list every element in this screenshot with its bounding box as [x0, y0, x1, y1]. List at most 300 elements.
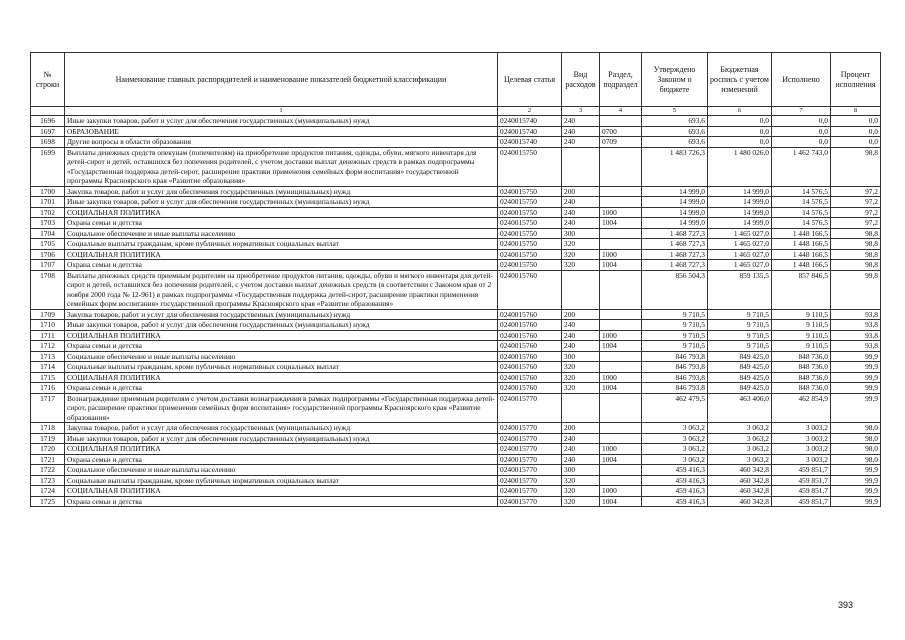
cell-name: СОЦИАЛЬНАЯ ПОЛИТИКА — [65, 249, 498, 260]
cell-name: Социальное обеспечение и иные выплаты населению — [65, 351, 498, 362]
cell-planned: 14 999,0 — [708, 218, 772, 229]
table-row — [31, 444, 881, 455]
page-number: 393 — [838, 600, 854, 610]
table-row — [31, 465, 881, 476]
cell-expense-type: 240 — [562, 341, 600, 352]
cell-expense-type: 320 — [562, 260, 600, 271]
column-number: 2 — [498, 107, 562, 116]
cell-planned: 463 406,0 — [708, 393, 772, 423]
column-number: 3 — [562, 107, 600, 116]
cell-executed: 14 576,5 — [772, 197, 831, 208]
cell-percent: 97,2 — [831, 186, 881, 197]
cell-planned: 14 999,0 — [708, 207, 772, 218]
table-row — [31, 207, 881, 218]
table-row — [31, 362, 881, 373]
cell-section: 1004 — [600, 341, 642, 352]
cell-target-article: 0240015760 — [498, 270, 562, 309]
cell-approved: 3 063,2 — [642, 433, 708, 444]
cell-planned: 0,0 — [708, 126, 772, 137]
cell-expense-type: 240 — [562, 137, 600, 148]
cell-executed: 1 448 166,5 — [772, 228, 831, 239]
cell-target-article: 0240015770 — [498, 454, 562, 465]
column-number — [31, 107, 65, 116]
cell-planned: 849 425,0 — [708, 372, 772, 383]
cell-expense-type: 200 — [562, 423, 600, 434]
cell-percent: 99,9 — [831, 475, 881, 486]
cell-name: Закупка товаров, работ и услуг для обеспечения государственных (муниципальных) нужд — [65, 423, 498, 434]
cell-approved: 459 416,3 — [642, 486, 708, 497]
cell-percent: 99,9 — [831, 351, 881, 362]
cell-row-number: 1696 — [31, 116, 65, 127]
header-executed: Исполнено — [772, 53, 831, 107]
cell-target-article: 0240015760 — [498, 372, 562, 383]
cell-expense-type: 240 — [562, 454, 600, 465]
header-num: № строки — [31, 53, 65, 107]
cell-name: Охрана семьи и детства — [65, 496, 498, 507]
cell-row-number: 1698 — [31, 137, 65, 148]
cell-target-article: 0240015750 — [498, 228, 562, 239]
cell-expense-type: 320 — [562, 362, 600, 373]
cell-planned: 460 342,8 — [708, 496, 772, 507]
cell-percent: 99,8 — [831, 270, 881, 309]
cell-name: Закупка товаров, работ и услуг для обеспечения государственных (муниципальных) нужд — [65, 186, 498, 197]
table-row — [31, 249, 881, 260]
column-number: 5 — [642, 107, 708, 116]
cell-name: Выплаты денежных средств приемным родителям на приобретение продуктов питания, одежды, обуви и мягкого инвентаря для детей-сирот и детей, оставшихся без попечения родителей, с учетом доставки выплат денежных средств (в соответствии с Законом края от 2 ноября 2000 года № 12-961) в рамках подпрограммы «Государственная поддержка детей-сирот, расширение практики применения семейных форм воспитания» государственной программы Красноярского края «Развитие образования» — [65, 270, 498, 309]
cell-planned: 849 425,0 — [708, 383, 772, 394]
cell-target-article: 0240015770 — [498, 423, 562, 434]
table-row — [31, 330, 881, 341]
cell-planned: 3 063,2 — [708, 454, 772, 465]
cell-section: 1004 — [600, 383, 642, 394]
cell-target-article: 0240015760 — [498, 341, 562, 352]
cell-percent: 93,8 — [831, 330, 881, 341]
cell-row-number: 1711 — [31, 330, 65, 341]
cell-row-number: 1724 — [31, 486, 65, 497]
cell-expense-type: 320 — [562, 239, 600, 250]
cell-row-number: 1702 — [31, 207, 65, 218]
cell-section — [600, 362, 642, 373]
cell-section — [600, 228, 642, 239]
cell-row-number: 1715 — [31, 372, 65, 383]
cell-percent: 93,8 — [831, 320, 881, 331]
cell-expense-type: 240 — [562, 444, 600, 455]
table-row — [31, 475, 881, 486]
table-row — [31, 186, 881, 197]
cell-percent: 99,9 — [831, 393, 881, 423]
cell-target-article: 0240015750 — [498, 147, 562, 186]
cell-planned: 460 342,8 — [708, 486, 772, 497]
cell-target-article: 0240015750 — [498, 239, 562, 250]
cell-approved: 693,6 — [642, 137, 708, 148]
cell-executed: 9 110,5 — [772, 341, 831, 352]
cell-planned: 1 465 027,0 — [708, 228, 772, 239]
cell-approved: 14 999,0 — [642, 197, 708, 208]
cell-expense-type: 240 — [562, 320, 600, 331]
cell-name: Социальные выплаты гражданам, кроме публичных нормативных социальных выплат — [65, 475, 498, 486]
cell-target-article: 0240015750 — [498, 197, 562, 208]
cell-percent: 99,9 — [831, 496, 881, 507]
cell-executed: 857 846,5 — [772, 270, 831, 309]
cell-section: 0709 — [600, 137, 642, 148]
cell-row-number: 1717 — [31, 393, 65, 423]
cell-expense-type: 240 — [562, 207, 600, 218]
cell-percent: 97,2 — [831, 218, 881, 229]
cell-approved: 693,6 — [642, 116, 708, 127]
table-row — [31, 309, 881, 320]
cell-executed: 1 448 166,5 — [772, 239, 831, 250]
cell-row-number: 1704 — [31, 228, 65, 239]
cell-percent: 98,8 — [831, 249, 881, 260]
cell-expense-type: 320 — [562, 475, 600, 486]
cell-executed: 3 003,2 — [772, 444, 831, 455]
header-code: Целевая статья — [498, 53, 562, 107]
cell-expense-type: 320 — [562, 486, 600, 497]
cell-section — [600, 270, 642, 309]
cell-percent: 98,8 — [831, 260, 881, 271]
cell-approved: 846 793,8 — [642, 383, 708, 394]
cell-approved: 3 063,2 — [642, 423, 708, 434]
cell-section — [600, 423, 642, 434]
cell-row-number: 1710 — [31, 320, 65, 331]
cell-percent: 99,9 — [831, 362, 881, 373]
cell-expense-type: 320 — [562, 496, 600, 507]
cell-name: Охрана семьи и детства — [65, 341, 498, 352]
cell-planned: 1 480 026,0 — [708, 147, 772, 186]
cell-row-number: 1723 — [31, 475, 65, 486]
budget-table — [30, 52, 881, 507]
cell-target-article: 0240015740 — [498, 137, 562, 148]
cell-target-article: 0240015770 — [498, 496, 562, 507]
cell-planned: 460 342,8 — [708, 475, 772, 486]
cell-approved: 1 468 727,3 — [642, 228, 708, 239]
cell-percent: 98,0 — [831, 433, 881, 444]
cell-percent: 98,0 — [831, 444, 881, 455]
cell-executed: 459 851,7 — [772, 486, 831, 497]
cell-percent: 93,8 — [831, 309, 881, 320]
cell-name: СОЦИАЛЬНАЯ ПОЛИТИКА — [65, 207, 498, 218]
table-row — [31, 351, 881, 362]
cell-row-number: 1700 — [31, 186, 65, 197]
cell-executed: 14 576,5 — [772, 207, 831, 218]
cell-expense-type: 320 — [562, 383, 600, 394]
cell-row-number: 1719 — [31, 433, 65, 444]
cell-planned: 9 710,5 — [708, 330, 772, 341]
cell-row-number: 1725 — [31, 496, 65, 507]
cell-executed: 459 851,7 — [772, 465, 831, 476]
cell-planned: 14 999,0 — [708, 197, 772, 208]
cell-section: 1000 — [600, 249, 642, 260]
cell-row-number: 1714 — [31, 362, 65, 373]
cell-executed: 0,0 — [772, 137, 831, 148]
cell-percent: 99,9 — [831, 372, 881, 383]
cell-section — [600, 351, 642, 362]
cell-section — [600, 147, 642, 186]
cell-percent: 99,9 — [831, 465, 881, 476]
cell-approved: 846 793,8 — [642, 362, 708, 373]
cell-name: Социальные выплаты гражданам, кроме публичных нормативных социальных выплат — [65, 239, 498, 250]
cell-name: СОЦИАЛЬНАЯ ПОЛИТИКА — [65, 372, 498, 383]
table-row — [31, 496, 881, 507]
cell-target-article: 0240015750 — [498, 186, 562, 197]
cell-section: 1000 — [600, 207, 642, 218]
cell-approved: 1 483 726,3 — [642, 147, 708, 186]
cell-name: Другие вопросы в области образования — [65, 137, 498, 148]
table-row — [31, 383, 881, 394]
cell-planned: 849 425,0 — [708, 362, 772, 373]
cell-planned: 1 465 027,0 — [708, 260, 772, 271]
cell-executed: 459 851,7 — [772, 496, 831, 507]
header-percent: Процент исполнения — [831, 53, 881, 107]
cell-planned: 3 063,2 — [708, 423, 772, 434]
table-row — [31, 486, 881, 497]
cell-executed: 0,0 — [772, 126, 831, 137]
table-row — [31, 270, 881, 309]
table-row — [31, 454, 881, 465]
cell-name: СОЦИАЛЬНАЯ ПОЛИТИКА — [65, 486, 498, 497]
cell-row-number: 1722 — [31, 465, 65, 476]
cell-expense-type: 240 — [562, 330, 600, 341]
cell-row-number: 1712 — [31, 341, 65, 352]
cell-section: 1004 — [600, 454, 642, 465]
cell-executed: 848 736,0 — [772, 362, 831, 373]
cell-executed: 462 854,9 — [772, 393, 831, 423]
cell-planned: 859 135,5 — [708, 270, 772, 309]
cell-row-number: 1699 — [31, 147, 65, 186]
cell-approved: 14 999,0 — [642, 207, 708, 218]
cell-approved: 1 468 727,3 — [642, 249, 708, 260]
cell-row-number: 1716 — [31, 383, 65, 394]
cell-expense-type: 200 — [562, 309, 600, 320]
cell-name: СОЦИАЛЬНАЯ ПОЛИТИКА — [65, 444, 498, 455]
cell-name: Иные закупки товаров, работ и услуг для обеспечения государственных (муниципальных) нужд — [65, 116, 498, 127]
cell-approved: 459 416,3 — [642, 465, 708, 476]
cell-approved: 14 999,0 — [642, 186, 708, 197]
column-number: 4 — [600, 107, 642, 116]
table-row — [31, 197, 881, 208]
cell-section — [600, 465, 642, 476]
cell-name: Иные закупки товаров, работ и услуг для обеспечения государственных (муниципальных) нужд — [65, 197, 498, 208]
table-row — [31, 260, 881, 271]
cell-expense-type: 240 — [562, 197, 600, 208]
cell-target-article: 0240015760 — [498, 383, 562, 394]
cell-executed: 3 003,2 — [772, 423, 831, 434]
cell-section — [600, 475, 642, 486]
cell-section: 1000 — [600, 486, 642, 497]
cell-expense-type: 320 — [562, 249, 600, 260]
column-numbers-row — [31, 107, 881, 116]
cell-executed: 3 003,2 — [772, 433, 831, 444]
cell-percent: 0,0 — [831, 126, 881, 137]
cell-planned: 9 710,5 — [708, 341, 772, 352]
cell-planned: 9 710,5 — [708, 309, 772, 320]
cell-percent: 0,0 — [831, 137, 881, 148]
cell-planned: 460 342,8 — [708, 465, 772, 476]
cell-percent: 99,9 — [831, 383, 881, 394]
cell-name: Охрана семьи и детства — [65, 383, 498, 394]
cell-executed: 0,0 — [772, 116, 831, 127]
cell-executed: 459 851,7 — [772, 475, 831, 486]
table-row — [31, 126, 881, 137]
cell-section: 1000 — [600, 330, 642, 341]
table-row — [31, 116, 881, 127]
cell-section: 1004 — [600, 260, 642, 271]
table-body — [31, 116, 881, 507]
cell-expense-type: 240 — [562, 126, 600, 137]
cell-expense-type: 200 — [562, 186, 600, 197]
cell-target-article: 0240015750 — [498, 249, 562, 260]
cell-executed: 848 736,0 — [772, 383, 831, 394]
cell-target-article: 0240015770 — [498, 465, 562, 476]
cell-approved: 9 710,5 — [642, 309, 708, 320]
table-row — [31, 423, 881, 434]
cell-percent: 99,9 — [831, 486, 881, 497]
cell-expense-type: 300 — [562, 351, 600, 362]
cell-section — [600, 393, 642, 423]
cell-name: Социальные выплаты гражданам, кроме публичных нормативных социальных выплат — [65, 362, 498, 373]
cell-row-number: 1718 — [31, 423, 65, 434]
cell-planned: 3 063,2 — [708, 433, 772, 444]
table-row — [31, 341, 881, 352]
cell-target-article: 0240015740 — [498, 116, 562, 127]
cell-planned: 0,0 — [708, 116, 772, 127]
table-header-row — [31, 53, 881, 107]
cell-approved: 3 063,2 — [642, 444, 708, 455]
cell-target-article: 0240015760 — [498, 351, 562, 362]
cell-target-article: 0240015770 — [498, 475, 562, 486]
cell-target-article: 0240015770 — [498, 486, 562, 497]
cell-row-number: 1707 — [31, 260, 65, 271]
cell-section: 1000 — [600, 444, 642, 455]
cell-expense-type: 240 — [562, 218, 600, 229]
cell-executed: 3 003,2 — [772, 454, 831, 465]
cell-approved: 693,6 — [642, 126, 708, 137]
cell-planned: 1 465 027,0 — [708, 239, 772, 250]
cell-approved: 459 416,3 — [642, 496, 708, 507]
header-vid: Вид расходов — [562, 53, 600, 107]
cell-approved: 14 999,0 — [642, 218, 708, 229]
cell-executed: 1 462 743,0 — [772, 147, 831, 186]
column-number: 1 — [65, 107, 498, 116]
cell-target-article: 0240015770 — [498, 433, 562, 444]
cell-row-number: 1720 — [31, 444, 65, 455]
table-row — [31, 372, 881, 383]
cell-expense-type — [562, 393, 600, 423]
cell-row-number: 1713 — [31, 351, 65, 362]
cell-executed: 9 110,5 — [772, 330, 831, 341]
cell-section: 0700 — [600, 126, 642, 137]
cell-section — [600, 197, 642, 208]
cell-planned: 0,0 — [708, 137, 772, 148]
cell-expense-type: 300 — [562, 465, 600, 476]
cell-executed: 848 736,0 — [772, 351, 831, 362]
cell-percent: 98,0 — [831, 423, 881, 434]
cell-executed: 9 110,5 — [772, 320, 831, 331]
cell-percent: 98,8 — [831, 147, 881, 186]
cell-target-article: 0240015760 — [498, 330, 562, 341]
cell-approved: 1 468 727,3 — [642, 239, 708, 250]
cell-row-number: 1705 — [31, 239, 65, 250]
cell-executed: 848 736,0 — [772, 372, 831, 383]
cell-percent: 98,8 — [831, 239, 881, 250]
cell-approved: 462 479,5 — [642, 393, 708, 423]
header-name: Наименование главных распорядителей и наименование показателей бюджетной классификации — [65, 53, 498, 107]
cell-percent: 97,2 — [831, 207, 881, 218]
cell-target-article: 0240015740 — [498, 126, 562, 137]
cell-approved: 846 793,8 — [642, 351, 708, 362]
table-row — [31, 433, 881, 444]
cell-row-number: 1708 — [31, 270, 65, 309]
table-row — [31, 137, 881, 148]
cell-expense-type — [562, 147, 600, 186]
cell-target-article: 0240015760 — [498, 309, 562, 320]
cell-name: Иные закупки товаров, работ и услуг для обеспечения государственных (муниципальных) нужд — [65, 433, 498, 444]
cell-section — [600, 186, 642, 197]
cell-section — [600, 309, 642, 320]
cell-target-article: 0240015770 — [498, 393, 562, 423]
cell-target-article: 0240015750 — [498, 207, 562, 218]
cell-approved: 459 416,3 — [642, 475, 708, 486]
table-row — [31, 147, 881, 186]
cell-percent: 93,8 — [831, 341, 881, 352]
cell-planned: 3 063,2 — [708, 444, 772, 455]
cell-executed: 9 110,5 — [772, 309, 831, 320]
cell-expense-type — [562, 270, 600, 309]
cell-name: Социальное обеспечение и иные выплаты населению — [65, 228, 498, 239]
table-row — [31, 239, 881, 250]
cell-approved: 9 710,5 — [642, 320, 708, 331]
cell-planned: 849 425,0 — [708, 351, 772, 362]
cell-section — [600, 320, 642, 331]
table-row — [31, 393, 881, 423]
cell-approved: 1 468 727,3 — [642, 260, 708, 271]
cell-row-number: 1697 — [31, 126, 65, 137]
cell-row-number: 1706 — [31, 249, 65, 260]
cell-row-number: 1721 — [31, 454, 65, 465]
cell-approved: 9 710,5 — [642, 330, 708, 341]
column-number: 6 — [708, 107, 772, 116]
cell-section — [600, 433, 642, 444]
cell-section: 1000 — [600, 372, 642, 383]
cell-target-article: 0240015750 — [498, 260, 562, 271]
cell-executed: 1 448 166,5 — [772, 260, 831, 271]
cell-section — [600, 239, 642, 250]
cell-percent: 98,0 — [831, 454, 881, 465]
cell-row-number: 1703 — [31, 218, 65, 229]
cell-executed: 1 448 166,5 — [772, 249, 831, 260]
column-number: 8 — [831, 107, 881, 116]
cell-planned: 1 465 027,0 — [708, 249, 772, 260]
cell-target-article: 0240015760 — [498, 320, 562, 331]
cell-name: ОБРАЗОВАНИЕ — [65, 126, 498, 137]
cell-name: Иные закупки товаров, работ и услуг для обеспечения государственных (муниципальных) нужд — [65, 320, 498, 331]
cell-target-article: 0240015770 — [498, 444, 562, 455]
cell-expense-type: 300 — [562, 228, 600, 239]
cell-executed: 14 576,5 — [772, 186, 831, 197]
cell-approved: 3 063,2 — [642, 454, 708, 465]
cell-expense-type: 240 — [562, 116, 600, 127]
cell-name: Вознаграждение приемным родителям с учетом доставки вознаграждения в рамках подпрограммы «Государственная поддержка детей-сирот, расширение практики применения семейных форм воспитания» государственной программы Красноярского края «Развитие образования» — [65, 393, 498, 423]
header-section: Раздел, подраздел — [600, 53, 642, 107]
cell-target-article: 0240015760 — [498, 362, 562, 373]
table-row — [31, 218, 881, 229]
cell-name: Охрана семьи и детства — [65, 454, 498, 465]
cell-target-article: 0240015750 — [498, 218, 562, 229]
table-row — [31, 228, 881, 239]
cell-percent: 0,0 — [831, 116, 881, 127]
cell-expense-type: 320 — [562, 372, 600, 383]
cell-approved: 846 793,8 — [642, 372, 708, 383]
